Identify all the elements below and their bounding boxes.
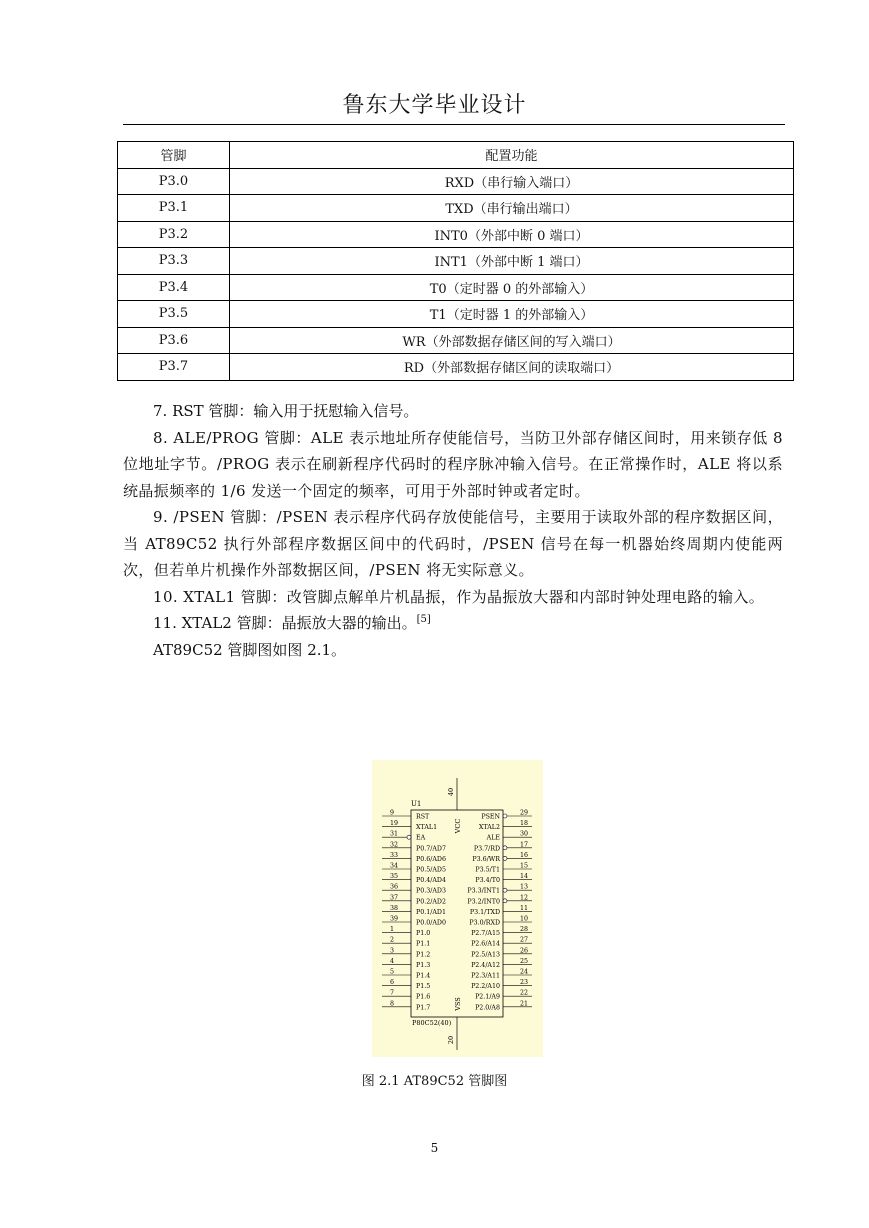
right-pin-number: 17 (520, 841, 529, 849)
table-cell-pin: P3.7 (118, 354, 230, 381)
table-cell-pin: P3.3 (118, 248, 230, 275)
table-header-row (118, 142, 794, 169)
right-pin-name: P3.3/INT1 (467, 887, 500, 895)
paragraph-rst: 7. RST 管脚：输入用于抚慰输入信号。 (153, 402, 419, 420)
table-cell-pin: P3.5 (118, 301, 230, 328)
inverted-pin-bubble (503, 856, 507, 860)
left-pin-name: P0.2/AD2 (416, 898, 446, 906)
left-pin-name: P1.7 (416, 1004, 431, 1012)
column-header-pin: 管脚 (118, 142, 230, 169)
table-cell-function: T1（定时器 1 的外部输入） (230, 301, 794, 328)
paragraph-xtal2 (123, 610, 783, 637)
left-pin-number: 37 (390, 894, 399, 902)
right-pin-number: 26 (520, 947, 529, 955)
table-cell-function: INT0（外部中断 0 端口） (230, 221, 794, 248)
paragraph-psen: 9. /PSEN 管脚：/PSEN 表示程序代码存放使能信号，主要用于读取外部的程序数据区间，当 AT89C52 执行外部程序数据区间中的代码时，/PSEN 信号在每一机器始终周期内使能两次，但若单片机操作外部数据区间，/PSEN 将无实际意义。 (123, 508, 783, 579)
right-pin-name: ALE (486, 834, 500, 842)
right-pin-name: P2.7/A15 (471, 930, 500, 938)
paragraph-figure-intro: AT89C52 管脚图如图 2.1。 (153, 640, 347, 659)
right-pin-number: 18 (520, 820, 529, 828)
inverted-pin-bubble (407, 835, 411, 839)
left-pin-name: P1.5 (416, 983, 431, 991)
left-pin-name: P1.6 (416, 993, 431, 1001)
table-row (118, 301, 794, 328)
paragraph-ale-prog: 8. ALE/PROG 管脚：ALE 表示地址所存使能信号，当防卫外部存储区间时，用来锁存低 8 位地址字节。/PROG 表示在刷新程序代码时的程序脉冲输入信号。在正常操作时，ALE 将以系统晶振频率的 1/6 发送一个固定的频率，可用于外部时钟或者定时。 (123, 428, 783, 500)
right-pin-name: P2.4/A12 (471, 961, 500, 969)
body-text (123, 398, 783, 663)
left-pin-name: P0.0/AD0 (416, 919, 446, 927)
right-pin-name: P3.7/RD (473, 845, 500, 853)
table-row (118, 274, 794, 301)
left-pin-name: P0.4/AD4 (416, 877, 446, 885)
right-pin-name: P2.1/A9 (475, 993, 500, 1001)
right-pin-number: 11 (520, 904, 529, 912)
table-cell-function: INT1（外部中断 1 端口） (230, 248, 794, 275)
port3-function-table (117, 141, 794, 381)
table-row (118, 221, 794, 248)
table-cell-function: RXD（串行输入端口） (230, 168, 794, 195)
left-pin-name: P1.0 (416, 930, 431, 938)
right-pin-number: 23 (520, 979, 529, 987)
inverted-pin-bubble (503, 899, 507, 903)
left-pin-name: P0.3/AD3 (416, 887, 446, 895)
inverted-pin-bubble (503, 814, 507, 818)
left-pin-number: 5 (390, 968, 395, 976)
inverted-pin-bubble (503, 888, 507, 892)
chip-designator: U1 (411, 800, 422, 808)
left-pin-number: 32 (390, 841, 399, 849)
left-pin-name: P1.4 (416, 972, 431, 980)
right-pin-name: P2.0/A8 (475, 1004, 500, 1012)
left-pin-number: 7 (390, 989, 395, 997)
table-row (118, 195, 794, 222)
right-pin-name: P3.6/WR (472, 855, 500, 863)
left-pin-number: 38 (390, 904, 399, 912)
right-pin-name: P2.3/A11 (471, 972, 500, 980)
inverted-pin-bubble (503, 846, 507, 850)
table-cell-function: TXD（串行输出端口） (230, 195, 794, 222)
right-pin-name: P3.2/INT0 (467, 898, 500, 906)
table-cell-pin: P3.1 (118, 195, 230, 222)
page-header-title: 鲁东大学毕业设计 (342, 93, 527, 118)
right-pin-number: 30 (520, 830, 529, 838)
left-pin-name: P0.6/AD6 (416, 855, 446, 863)
right-pin-name: P3.1/TXD (469, 908, 500, 916)
right-pin-number: 14 (520, 873, 529, 881)
table-cell-pin: P3.2 (118, 221, 230, 248)
left-pin-number: 34 (390, 862, 399, 870)
at89c52-pinout-figure (372, 760, 543, 1057)
right-pin-name: P2.6/A14 (471, 940, 500, 948)
table-cell-function: T0（定时器 0 的外部输入） (230, 274, 794, 301)
left-pin-number: 31 (390, 830, 399, 838)
left-pin-name: P0.7/AD7 (416, 845, 446, 853)
right-pin-number: 10 (520, 915, 529, 923)
left-pin-number: 36 (390, 883, 399, 891)
right-pin-number: 28 (520, 926, 529, 934)
left-pin-name: P0.1/AD1 (416, 908, 446, 916)
table-cell-function: WR（外部数据存储区间的写入端口） (230, 327, 794, 354)
right-pin-number: 27 (520, 936, 529, 944)
left-pin-name: P1.2 (416, 951, 431, 959)
right-pin-number: 22 (520, 989, 529, 997)
right-pin-name: P3.5/T1 (475, 866, 500, 874)
left-pin-number: 4 (390, 957, 395, 965)
figure-caption: 图 2.1 AT89C52 管脚图 (361, 1074, 508, 1089)
right-pin-name: P3.0/RXD (469, 919, 500, 927)
right-pin-number: 15 (520, 862, 529, 870)
left-pin-number: 8 (390, 1000, 395, 1008)
right-pin-number: 24 (520, 968, 529, 976)
paragraph-xtal2-text: 11. XTAL2 管脚：晶振放大器的输出。 (153, 614, 417, 632)
right-pin-number: 21 (520, 1000, 529, 1008)
right-pin-name: XTAL2 (478, 824, 500, 832)
left-pin-name: P0.5/AD5 (416, 866, 446, 874)
left-pin-number: 1 (390, 926, 395, 934)
vcc-pin-number: 40 (447, 787, 455, 797)
citation-ref: [5] (416, 614, 431, 625)
table-row (118, 354, 794, 381)
left-pin-number: 2 (390, 936, 395, 944)
table-row (118, 168, 794, 195)
chip-part-number: P80C52(40) (412, 1019, 452, 1027)
left-pin-name: P1.3 (416, 961, 431, 969)
vcc-label: VCC (454, 818, 462, 834)
left-pin-name: RST (416, 813, 430, 821)
right-pin-number: 29 (520, 809, 529, 817)
vss-pin-number: 20 (447, 1035, 455, 1045)
right-pin-number: 12 (520, 894, 529, 902)
right-pin-number: 13 (520, 883, 529, 891)
right-pin-number: 16 (520, 851, 529, 859)
column-header-function: 配置功能 (230, 142, 794, 169)
paragraph-xtal1: 10. XTAL1 管脚：改管脚点解单片机晶振，作为晶振放大器和内部时钟处理电路的输入。 (153, 587, 765, 606)
left-pin-name: EA (416, 834, 426, 842)
vss-label: VSS (454, 997, 462, 1011)
header-divider (123, 124, 785, 125)
table-cell-pin: P3.4 (118, 274, 230, 301)
table-row (118, 327, 794, 354)
table-row (118, 248, 794, 275)
left-pin-number: 33 (390, 851, 399, 859)
right-pin-name: PSEN (481, 813, 500, 821)
left-pin-name: P1.1 (416, 940, 431, 948)
left-pin-number: 19 (390, 820, 399, 828)
left-pin-number: 39 (390, 915, 399, 923)
left-pin-number: 3 (390, 947, 395, 955)
right-pin-name: P2.2/A10 (471, 983, 500, 991)
left-pin-number: 9 (390, 809, 395, 817)
right-pin-name: P3.4/T0 (475, 877, 500, 885)
table-cell-pin: P3.6 (118, 327, 230, 354)
right-pin-number: 25 (520, 957, 529, 965)
left-pin-number: 6 (390, 979, 395, 987)
left-pin-number: 35 (390, 873, 399, 881)
right-pin-name: P2.5/A13 (471, 951, 500, 959)
left-pin-name: XTAL1 (416, 824, 438, 832)
pinout-diagram (372, 760, 543, 1057)
page-number: 5 (430, 1141, 439, 1155)
table-cell-function: RD（外部数据存储区间的读取端口） (230, 354, 794, 381)
table-cell-pin: P3.0 (118, 168, 230, 195)
